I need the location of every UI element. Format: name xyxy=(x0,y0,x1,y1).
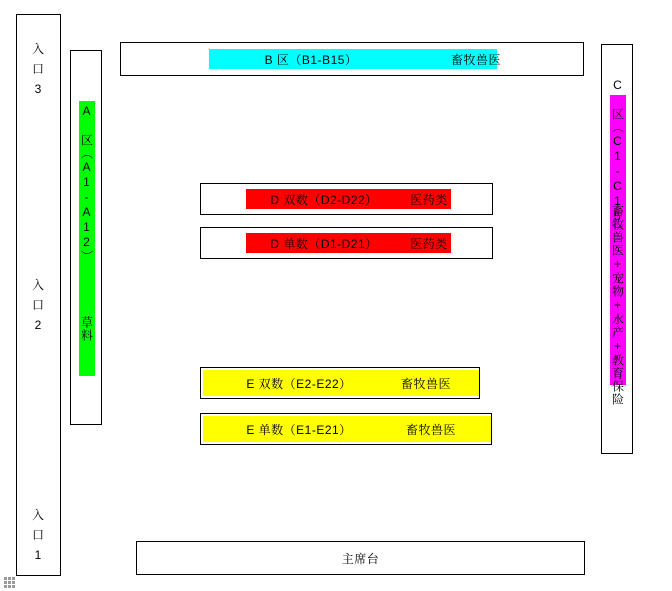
left-wall-top xyxy=(16,14,61,15)
zone-d-odd-category: 医药类 xyxy=(410,236,448,251)
zone-a-label: A 区（A1-A12） xyxy=(79,103,94,263)
zone-d-odd[interactable] xyxy=(200,227,493,259)
zone-d-odd-label: D 单数（D1-D21） xyxy=(270,236,378,251)
zone-e-even-label: E 双数（E2-E22） xyxy=(246,376,352,391)
entrance-1-char-3: 1 xyxy=(34,548,42,562)
zone-a[interactable] xyxy=(70,50,102,425)
zone-e-odd-category: 畜牧兽医 xyxy=(405,422,456,437)
zone-b-label: B 区（B1-B15） xyxy=(264,52,358,67)
zone-d-even[interactable] xyxy=(200,183,493,215)
entrance-2-char-1: 入 xyxy=(31,278,44,292)
zone-c-category: 畜牧兽医+宠物+水产+教育保险 xyxy=(610,204,625,406)
entrance-1 xyxy=(16,480,60,590)
entrance-2 xyxy=(16,250,60,360)
left-wall-outer xyxy=(60,14,61,576)
left-wall-bottom xyxy=(16,575,61,576)
entrance-3 xyxy=(16,14,60,124)
zone-b[interactable] xyxy=(120,42,584,76)
left-wall xyxy=(16,14,17,576)
zone-c[interactable] xyxy=(601,44,633,454)
zone-e-even-category: 畜牧兽医 xyxy=(400,376,451,391)
zone-d-even-category: 医药类 xyxy=(410,192,448,207)
zone-d-even-label: D 双数（D2-D22） xyxy=(270,192,378,207)
stage-label: 主席台 xyxy=(341,551,380,566)
entrance-3-char-1: 入 xyxy=(31,42,44,56)
zone-e-odd[interactable] xyxy=(200,413,492,445)
grid-icon xyxy=(4,577,16,589)
entrance-1-char-1: 入 xyxy=(31,508,44,522)
stage[interactable] xyxy=(136,541,585,575)
zone-c-label: C 区（C1-C15） xyxy=(610,77,625,237)
zone-b-category: 畜牧兽医 xyxy=(450,52,501,67)
entrance-1-char-2: 口 xyxy=(31,528,44,542)
entrance-3-char-2: 口 xyxy=(31,62,44,76)
entrance-2-char-3: 2 xyxy=(34,318,42,332)
entrance-3-char-3: 3 xyxy=(34,82,42,96)
entrance-2-char-2: 口 xyxy=(31,298,44,312)
zone-e-odd-label: E 单数（E1-E21） xyxy=(246,422,352,437)
zone-e-even[interactable] xyxy=(200,367,480,399)
zone-a-category: 草料 xyxy=(79,316,94,342)
